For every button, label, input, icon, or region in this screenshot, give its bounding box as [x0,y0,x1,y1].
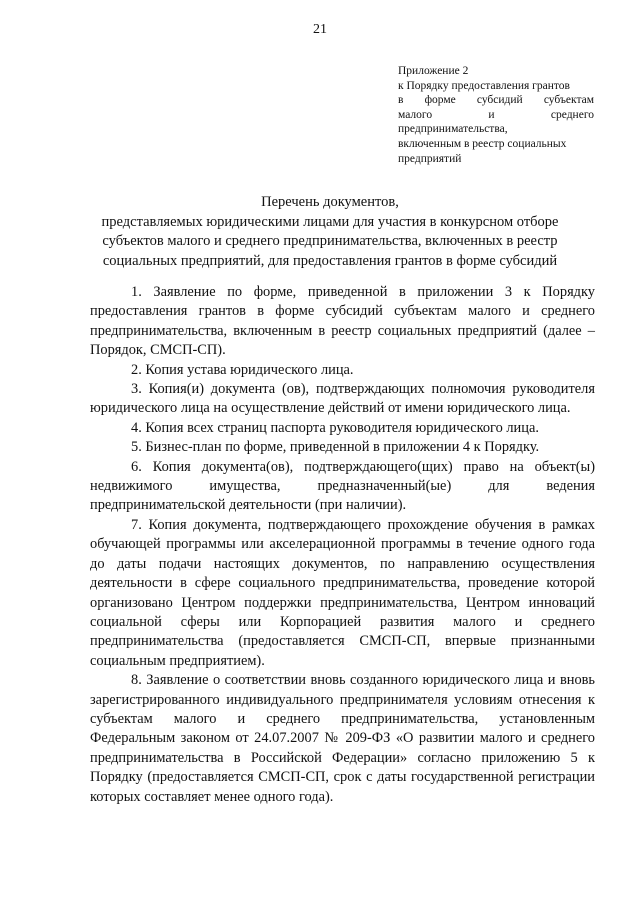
appendix-line: в форме субсидий субъектам [398,94,594,107]
list-item: 6. Копия документа(ов), подтверждающего(щих) право на объект(ы) недвижимого имущества, предназначенный(ые) для ведения предпринимательской деятельности (при наличии). [90,458,595,514]
appendix-line: предприятий [398,152,462,165]
list-item: 1. Заявление по форме, приведенной в приложении 3 к Порядку предоставления грантов в форме субсидий субъектам малого и среднего предпринимательства, включенным в реестр социальных предприятий (далее – Порядок, СМСП-СП). [90,284,595,359]
page-number: 21 [313,22,327,37]
appendix-line: Приложение 2 [398,65,469,77]
document-list [90,283,595,807]
document-title [70,193,590,271]
title-line: субъектов малого и среднего предпринимательства, включенных в реестр [102,233,558,249]
list-item: 7. Копия документа, подтверждающего прохождение обучения в рамках обучающей программы или акселерационной программы в течение одного года до даты подачи настоящих документов, по направлению осуществления деятельности в сфере социального предпринимательства, проведение которой организовано Центром поддержки предпринимательства, Центром инноваций социальной сферы или Корпорацией развития малого и среднего предпринимательства (предоставляется СМСП-СП, впервые признанными социальным предприятием). [90,516,595,669]
title-line: представляемых юридическими лицами для участия в конкурсном отборе [101,213,559,230]
appendix-line: включенным в реестр социальных [398,137,567,150]
list-item: 2. Копия устава юридического лица. [131,361,354,378]
list-item: 8. Заявление о соответствии вновь созданного юридического лица и вновь зарегистрированного индивидуального предпринимателя условиям отнесения к субъектам малого и среднего предпринимательства, установленным Федеральным законом от 24.07.2007 № 209-ФЗ «О развитии малого и среднего предпринимательства в Российской Федерации» согласно приложению 5 к Порядку (предоставляется СМСП-СП, срок с даты государственной регистрации которых составляет менее одного года). [90,672,595,805]
title-line: социальных предприятий, для предоставления грантов в форме субсидий [102,252,558,269]
appendix-header [398,64,594,166]
list-item: 3. Копия(и) документа (ов), подтверждающих полномочия руководителя юридического лица на осуществление действий от имени юридического лица. [90,381,595,417]
list-item: 4. Копия всех страниц паспорта руководителя юридического лица. [131,419,539,436]
appendix-line: предпринимательства, [398,123,508,136]
title-line: Перечень документов, [261,194,399,210]
appendix-line: к Порядку предоставления грантов [398,79,570,92]
list-item: 5. Бизнес-план по форме, приведенной в приложении 4 к Порядку. [131,439,540,456]
appendix-line: малого и среднего [398,108,594,121]
